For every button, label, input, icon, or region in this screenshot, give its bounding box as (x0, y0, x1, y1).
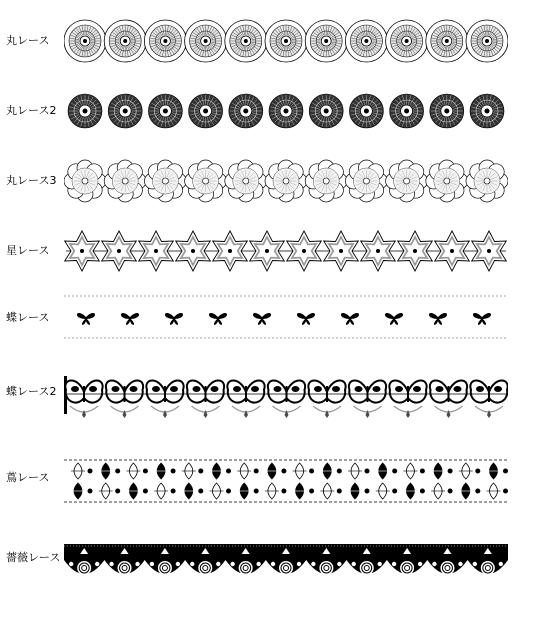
round-lace-2-motif (229, 94, 267, 128)
round-lace-motif (345, 20, 387, 62)
ivy-lace-motif (154, 463, 176, 499)
round-lace-motif (104, 20, 146, 62)
round-lace-3-motif (305, 160, 347, 202)
round-lace-3-motif (104, 160, 146, 202)
lace-label: 蝶レース2 (6, 385, 57, 398)
round-lace-2-motif (189, 94, 227, 128)
ivy-lace-motif (210, 463, 232, 499)
butterfly-lace-2-motif (65, 381, 102, 419)
lace-row-round3 (0, 158, 535, 204)
round-lace-3-motif (426, 160, 468, 202)
butterfly-lace-motif (77, 305, 105, 329)
lace-label: 薔薇レース (6, 551, 61, 564)
round-lace-motif (466, 20, 508, 62)
butterfly-lace-motif (209, 305, 237, 329)
ivy-lace-motif (320, 463, 342, 499)
ivy-lace-motif (487, 463, 509, 499)
butterfly-lace-2-motif (308, 381, 345, 419)
round-lace-2-motif (269, 94, 307, 128)
lace-row-rose (0, 540, 535, 590)
star-lace-strip (64, 228, 508, 274)
round-lace-3-strip (64, 158, 508, 204)
round-lace-3-motif (185, 160, 227, 202)
butterfly-lace-2-motif (146, 381, 183, 419)
round-lace-strip (64, 18, 508, 64)
round-lace-3-motif (144, 160, 186, 202)
lace-label: 丸レース (6, 34, 50, 47)
lace-row-ivy (0, 458, 535, 504)
butterfly-lace-2-motif (430, 381, 467, 419)
ivy-lace-motif (293, 463, 315, 499)
round-lace-2-motif (309, 94, 347, 128)
lace-row-star (0, 228, 535, 274)
ivy-lace-motif (237, 463, 259, 499)
butterfly-lace-motif (385, 305, 413, 329)
round-lace-motif (426, 20, 468, 62)
ivy-lace-motif (71, 463, 93, 499)
butterfly-lace-2-motif (470, 381, 507, 419)
lace-row-butterfly1 (0, 294, 535, 340)
butterfly-lace-motif (473, 305, 501, 329)
butterfly-lace-2-strip (64, 372, 508, 418)
ivy-lace-motif (348, 463, 370, 499)
lace-label: 丸レース3 (6, 174, 57, 187)
round-lace-3-motif (225, 160, 267, 202)
butterfly-lace-motif (121, 305, 149, 329)
ivy-lace-motif (182, 463, 204, 499)
lace-label: 丸レース2 (6, 104, 57, 117)
lace-row-round2 (0, 88, 535, 134)
round-lace-2-motif (430, 94, 468, 128)
round-lace-3-motif (466, 160, 508, 202)
butterfly-lace-2-motif (389, 381, 426, 419)
butterfly-lace-2-motif (106, 381, 143, 419)
butterfly-lace-2-motif (349, 381, 386, 419)
round-lace-motif (386, 20, 428, 62)
round-lace-2-motif (108, 94, 146, 128)
butterfly-lace-motif (253, 305, 281, 329)
round-lace-2-motif (390, 94, 428, 128)
ivy-lace-motif (265, 463, 287, 499)
butterfly-lace-motif (341, 305, 369, 329)
round-lace-motif (144, 20, 186, 62)
ivy-lace-motif (459, 463, 481, 499)
ivy-lace-strip (64, 458, 508, 504)
round-lace-3-motif (64, 160, 106, 202)
lace-row-butterfly2 (0, 372, 535, 418)
ivy-lace-motif (126, 463, 147, 499)
round-lace-motif (305, 20, 347, 62)
round-lace-2-motif (68, 94, 106, 128)
ivy-lace-motif (99, 463, 121, 499)
lace-label: 蔦レース (6, 471, 50, 484)
round-lace-motif (265, 20, 307, 62)
round-lace-3-motif (386, 160, 428, 202)
butterfly-lace-2-motif (227, 381, 264, 419)
round-lace-2-motif (470, 94, 508, 128)
lace-row-round1 (0, 18, 535, 64)
round-lace-motif (185, 20, 227, 62)
butterfly-lace-strip (64, 294, 508, 340)
lace-label: 蝶レース (6, 311, 50, 324)
round-lace-2-strip (64, 88, 508, 134)
butterfly-lace-motif (165, 305, 193, 329)
rose-lace-strip (64, 540, 508, 590)
round-lace-motif (64, 20, 106, 62)
round-lace-2-motif (148, 94, 186, 128)
butterfly-lace-motif (429, 305, 457, 329)
round-lace-3-motif (265, 160, 307, 202)
butterfly-lace-motif (297, 305, 325, 329)
butterfly-lace-2-motif (187, 381, 224, 419)
ivy-lace-motif (376, 463, 398, 499)
ivy-lace-motif (431, 463, 453, 499)
butterfly-lace-2-motif (268, 381, 305, 419)
round-lace-motif (225, 20, 267, 62)
lace-label: 星レース (6, 244, 50, 257)
round-lace-2-motif (349, 94, 387, 128)
round-lace-3-motif (345, 160, 387, 202)
ivy-lace-motif (403, 463, 425, 499)
